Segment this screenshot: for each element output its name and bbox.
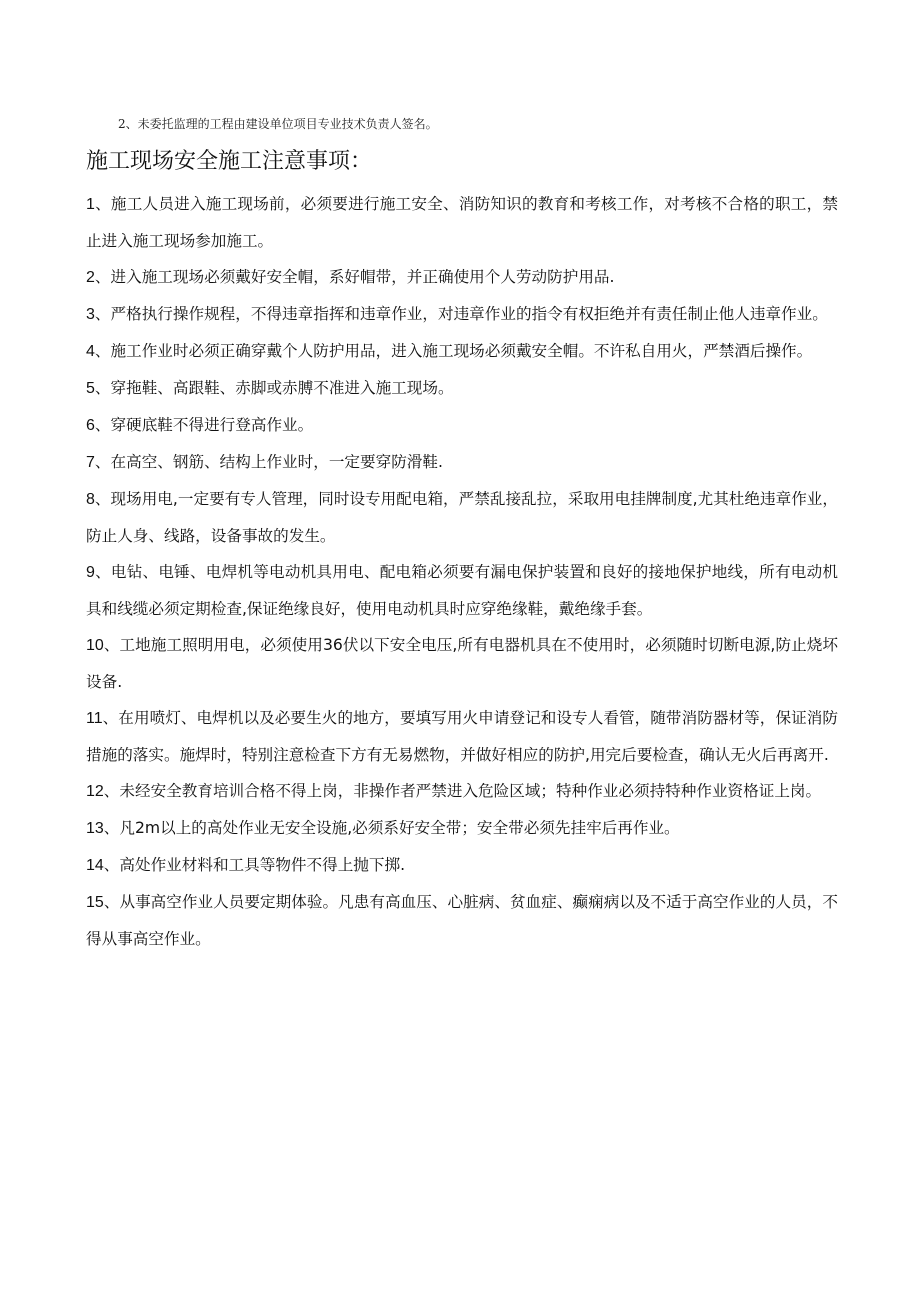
item-text: 、从事高空作业人员要定期体验。凡患有高血压、心脏病、贫血症、癫痫病以及不适于高空作业的人员，不得从事高空作业。 xyxy=(86,893,838,948)
list-item xyxy=(86,847,838,884)
list-item xyxy=(86,186,838,259)
item-number: 3 xyxy=(86,306,95,323)
item-list xyxy=(86,186,838,957)
page-title: 施工现场安全施工注意事项： xyxy=(86,149,373,174)
item-number: 8 xyxy=(86,491,95,508)
item-text: 、进入施工现场必须戴好安全帽，系好帽带，并正确使用个人劳动防护用品. xyxy=(94,268,615,286)
item-number: 9 xyxy=(86,564,95,581)
item-text: 、穿硬底鞋不得进行登高作业。 xyxy=(94,416,314,434)
item-text: 、严格执行操作规程，不得违章指挥和违章作业，对违章作业的指令有权拒绝并有责任制止他人违章作业。 xyxy=(94,305,828,323)
item-text: 、未经安全教育培训合格不得上岗，非操作者严禁进入危险区域；特种作业必须持特种作业资格证上岗。 xyxy=(103,782,822,800)
list-item xyxy=(86,444,838,481)
list-item xyxy=(86,884,838,957)
item-number: 13 xyxy=(86,820,104,837)
item-number: 14 xyxy=(86,857,104,874)
top-note: 2、未委托监理的工程由建设单位项目专业技术负责人签名。 xyxy=(118,117,438,131)
item-number: 1 xyxy=(86,196,95,213)
list-item xyxy=(86,296,838,333)
list-item xyxy=(86,481,838,554)
item-text: 、电钻、电锤、电焊机等电动机具用电、配电箱必须要有漏电保护装置和良好的接地保护地线，所有电动机具和线缆必须定期检查,保证绝缘良好，使用电动机具时应穿绝缘鞋，戴绝缘手套。 xyxy=(86,563,838,618)
item-text: 、施工作业时必须正确穿戴个人防护用品，进入施工现场必须戴安全帽。不许私自用火，严禁酒后操作。 xyxy=(94,342,813,360)
item-number: 12 xyxy=(86,783,104,800)
item-text: 、穿拖鞋、高跟鞋、赤脚或赤膊不准进入施工现场。 xyxy=(94,379,454,397)
item-number: 4 xyxy=(86,343,95,360)
list-item xyxy=(86,554,838,627)
list-item xyxy=(86,259,838,296)
list-item xyxy=(86,773,838,810)
list-item xyxy=(86,700,838,773)
item-number: 11 xyxy=(86,710,103,727)
item-number: 15 xyxy=(86,894,104,911)
item-text: 、施工人员进入施工现场前，必须要进行施工安全、消防知识的教育和考核工作，对考核不合格的职工，禁止进入施工现场参加施工。 xyxy=(86,195,838,250)
list-item xyxy=(86,333,838,370)
list-item xyxy=(86,407,838,444)
list-item xyxy=(86,810,838,847)
list-item xyxy=(86,370,838,407)
item-number: 2 xyxy=(86,269,95,286)
item-number: 10 xyxy=(86,637,104,654)
item-text: 、在用喷灯、电焊机以及必要生火的地方，要填写用火申请登记和设专人看管，随带消防器材等，保证消防措施的落实。施焊时，特别注意检查下方有无易燃物，并做好相应的防护,用完后要检查，确认无火后再离开. xyxy=(86,709,838,764)
item-text: 、现场用电,一定要有专人管理，同时设专用配电箱，严禁乱接乱拉，采取用电挂牌制度,尤其杜绝违章作业，防止人身、线路，设备事故的发生。 xyxy=(86,490,838,545)
item-text: 、工地施工照明用电，必须使用36伏以下安全电压,所有电器机具在不使用时，必须随时切断电源,防止烧坏设备. xyxy=(86,636,838,691)
item-number: 5 xyxy=(86,380,95,397)
item-text: 、在高空、钢筋、结构上作业时，一定要穿防滑鞋. xyxy=(94,453,443,471)
item-text: 、高处作业材料和工具等物件不得上抛下掷. xyxy=(103,856,406,874)
item-number: 6 xyxy=(86,417,95,434)
item-number: 7 xyxy=(86,454,95,471)
item-text: 、凡2m以上的高处作业无安全设施,必须系好安全带；安全带必须先挂牢后再作业。 xyxy=(103,819,680,837)
list-item xyxy=(86,627,838,700)
